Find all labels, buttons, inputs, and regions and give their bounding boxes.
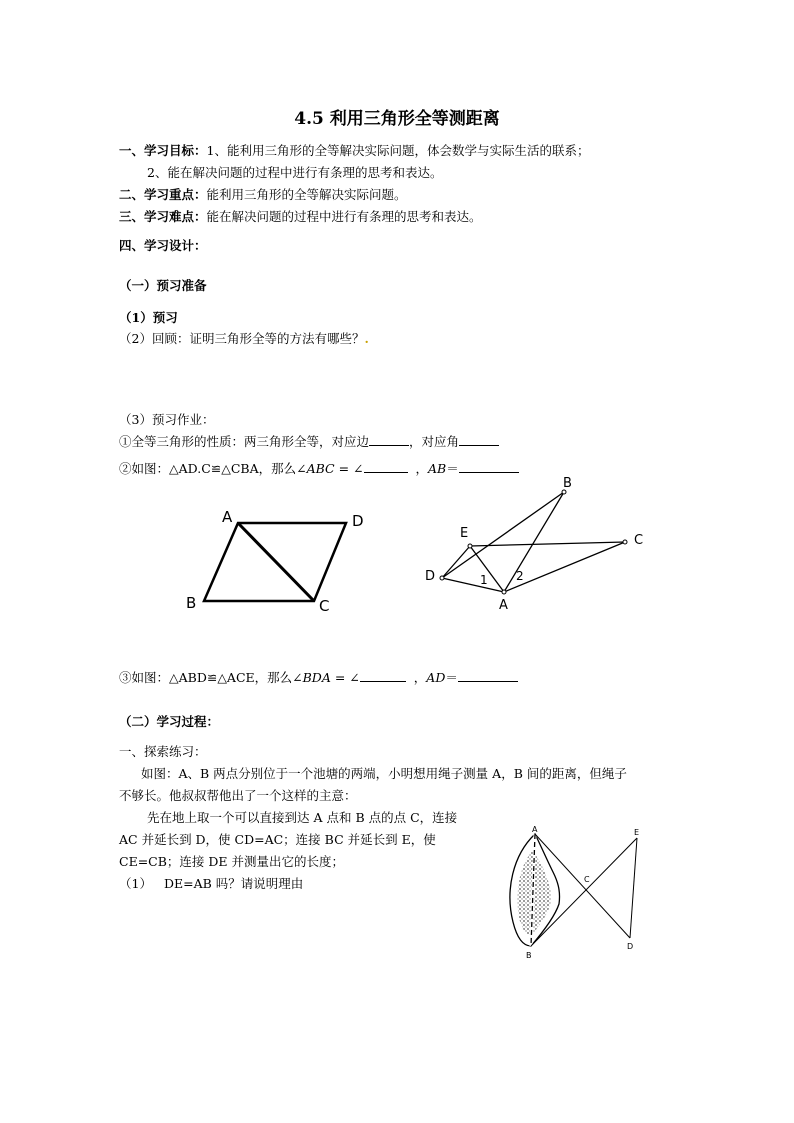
question-1-number: （1） [119,876,152,891]
objectives-label: 一、学习目标： [119,143,207,158]
design-label: 四、学习设计： [119,238,207,253]
angle-bda: BDA [302,670,331,685]
process-heading: （二）学习过程： [119,714,220,729]
fig3-label-a: A [532,825,538,834]
objectives-line [119,141,589,159]
segment-ab: AB [428,461,447,476]
parallelogram-figure [180,505,380,615]
fig1-label-d: D [352,512,364,530]
homework-3-eq2: ＝ [445,670,458,685]
prep-q2 [119,329,369,347]
process-para-4: AC 并延长到 D，使 CD=AC；连接 BC 并延长到 E，使 [119,832,436,847]
key-point-line [119,185,407,203]
homework-2-eq: = ∠ [334,461,364,476]
fig3-label-e: E [634,828,640,837]
homework-1-text-b: ，对应角 [409,434,460,449]
answer-blank[interactable] [459,433,499,446]
prep-sub1: （1）预习 [119,310,178,325]
page-title: 4.5 利用三角形全等测距离 [294,109,500,129]
homework-3 [119,668,518,686]
difficulty-label: 三、学习难点： [119,209,207,224]
fig3-label-c: C [584,875,590,884]
process-para-1: 如图：A、B 两点分别位于一个池塘的两端，小明想用绳子测量 A，B 间的距离，但绳子 [141,766,627,781]
answer-blank[interactable] [369,433,409,446]
prep-q2-dot: . [364,331,369,346]
key-point-text: 能利用三角形的全等解决实际问题。 [206,187,407,202]
pond-figure [495,820,655,965]
fig2-angle-2: 2 [516,569,524,583]
fig1-label-b: B [186,594,197,612]
prep-q3: （3）预习作业： [119,412,215,427]
fig2-angle-1: 1 [480,573,488,587]
angle-abc: ABC [306,461,335,476]
prep-q2-text: （2）回顾：证明三角形全等的方法有哪些？ [119,331,365,346]
fig2-label-b: B [563,476,572,491]
fig1-label-a: A [222,508,233,526]
objective-item-2: 2、能在解决问题的过程中进行有条理的思考和表达。 [147,165,443,180]
difficulty-text: 能在解决问题的过程中进行有条理的思考和表达。 [206,209,482,224]
triangles-figure [420,472,660,622]
segment-ad: AD [426,670,446,685]
question-1 [119,874,303,892]
fig2-label-c: C [634,533,644,548]
homework-1 [119,432,499,450]
answer-blank[interactable] [364,460,408,473]
prep-heading: （一）预习准备 [119,278,207,293]
question-1-text: DE=AB 吗？请说明理由 [163,876,304,891]
homework-2-comma: ， [415,461,429,476]
answer-blank[interactable] [360,669,406,682]
homework-3-eq: = ∠ [330,670,360,685]
homework-3-comma: ， [413,670,427,685]
process-para-5: CE=CB；连接 DE 并测量出它的长度； [119,854,345,869]
homework-1-text-a: ①全等三角形的性质：两三角形全等，对应边 [119,434,370,449]
homework-2-eq2: ＝ [446,461,459,476]
objective-item-1: 1、能利用三角形的全等解决实际问题，体会数学与实际生活的联系； [206,143,590,158]
fig2-label-a: A [499,598,508,613]
fig1-label-c: C [319,597,330,615]
fig2-label-e: E [460,526,469,541]
fig3-label-b: B [526,951,532,960]
key-point-label: 二、学习重点： [119,187,207,202]
process-para-2: 不够长。他叔叔帮他出了一个这样的主意： [119,788,357,803]
difficulty-line [119,207,482,225]
explore-label: 一、探索练习： [119,744,207,759]
homework-2-text-a: ②如图：△AD.C≌△CBA，那么∠ [119,461,307,476]
homework-3-text-a: ③如图：△ABD≌△ACE，那么∠ [119,670,303,685]
fig2-label-d: D [425,569,436,584]
fig3-label-d: D [627,942,634,951]
answer-blank[interactable] [458,669,518,682]
process-para-3: 先在地上取一个可以直接到达 A 点和 B 点的点 C，连接 [147,810,458,825]
